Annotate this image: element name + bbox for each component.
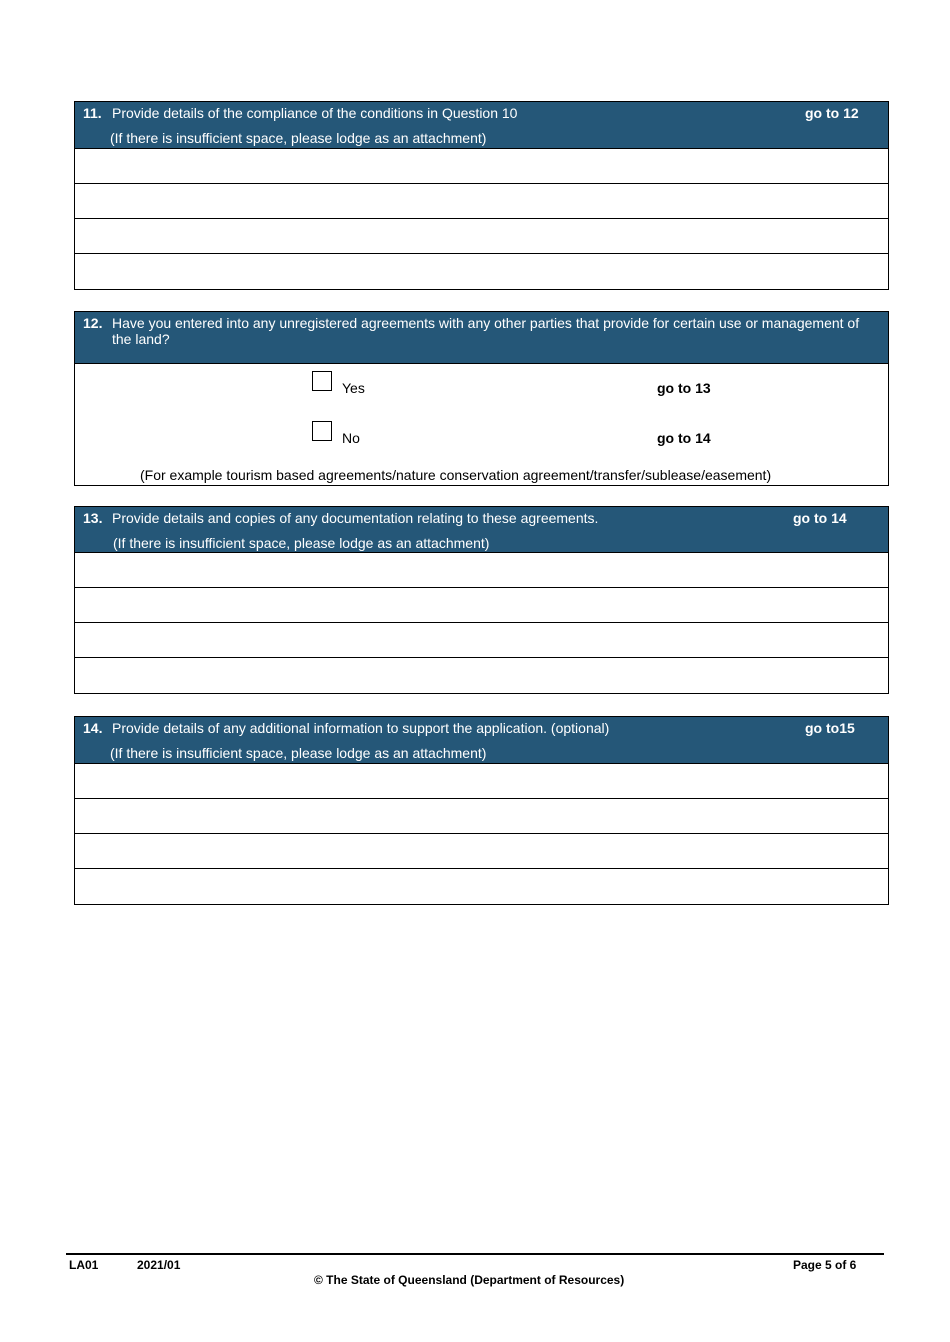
question-text: Provide details of any additional information to support the application. (optional): [112, 720, 610, 736]
question-number: 14.: [83, 720, 103, 736]
yes-no-options: [75, 363, 888, 485]
question-number: 11.: [83, 105, 102, 121]
answer-line-2[interactable]: [75, 183, 888, 218]
form-version: 2021/01: [137, 1258, 181, 1272]
question-13-section: [74, 506, 889, 694]
example-note: (For example tourism based agreements/nature conservation agreement/transfer/sublease/easement): [140, 467, 772, 483]
question-number: 12.: [83, 315, 103, 331]
question-number: 13.: [83, 510, 103, 526]
yes-go-to-label: go to 13: [657, 380, 711, 396]
no-checkbox[interactable]: [312, 421, 332, 441]
footer-divider: [66, 1253, 884, 1255]
question-text: Have you entered into any unregistered agreements with any other parties that provide for certain use or management of the land?: [112, 315, 860, 347]
page-number: Page 5 of 6: [793, 1258, 857, 1272]
answer-line-1[interactable]: [75, 763, 888, 798]
no-label: No: [342, 430, 360, 446]
yes-checkbox[interactable]: [312, 371, 332, 391]
question-12-section: [74, 311, 889, 486]
question-11-section: [74, 101, 889, 290]
question-text: Provide details of the compliance of the conditions in Question 10: [112, 105, 518, 121]
answer-line-3[interactable]: [75, 833, 888, 868]
copyright-notice: © The State of Queensland (Department of Resources): [314, 1273, 625, 1287]
answer-line-4[interactable]: [75, 253, 888, 289]
question-11-header: [75, 102, 888, 148]
go-to-label: go to 14: [793, 510, 847, 526]
question-14-header: [75, 717, 888, 763]
answer-line-2[interactable]: [75, 798, 888, 833]
answer-line-4[interactable]: [75, 657, 888, 693]
attachment-note: (If there is insufficient space, please lodge as an attachment): [110, 745, 487, 761]
answer-line-3[interactable]: [75, 622, 888, 657]
answer-line-1[interactable]: [75, 552, 888, 587]
attachment-note: (If there is insufficient space, please lodge as an attachment): [110, 130, 487, 146]
answer-line-3[interactable]: [75, 218, 888, 253]
question-text: Provide details and copies of any documentation relating to these agreements.: [112, 510, 599, 526]
answer-line-2[interactable]: [75, 587, 888, 622]
question-14-section: [74, 716, 889, 905]
question-12-header: [75, 312, 888, 363]
go-to-label: go to 12: [805, 105, 859, 121]
answer-line-1[interactable]: [75, 148, 888, 183]
no-go-to-label: go to 14: [657, 430, 711, 446]
form-code: LA01: [69, 1258, 99, 1272]
yes-label: Yes: [342, 380, 365, 396]
answer-line-4[interactable]: [75, 868, 888, 904]
attachment-note: (If there is insufficient space, please lodge as an attachment): [113, 535, 490, 551]
go-to-label: go to15: [805, 720, 855, 736]
question-13-header: [75, 507, 888, 552]
